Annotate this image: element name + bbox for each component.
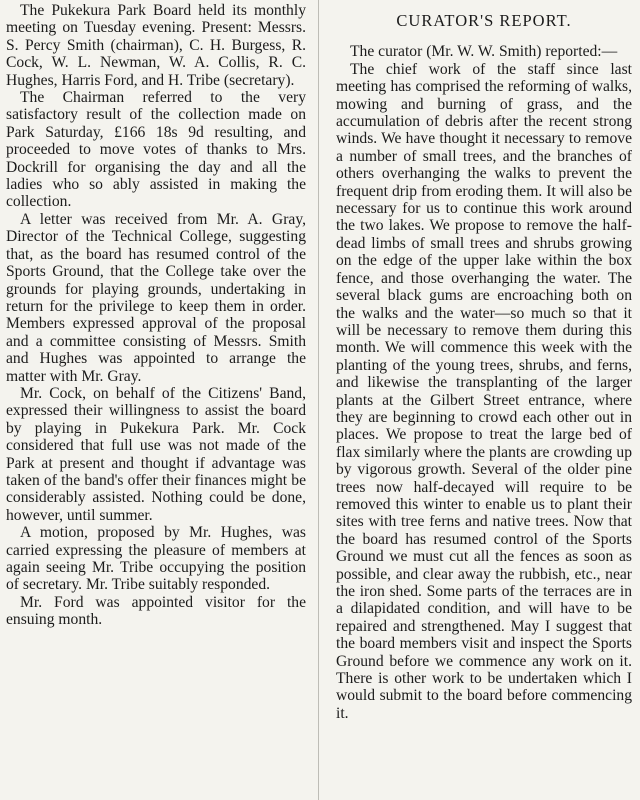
left-column	[6, 2, 306, 629]
paragraph-citizens-band: Mr. Cock, on behalf of the Citizens' Band, expressed their willingness to assist the board by playing in Pukekura Park. Mr. Cock considered that full use was not made of the Park at present and thought if advantage was taken of the band's offer their finances might be considerably assisted. Nothing could be done, however, until summer.	[6, 384, 306, 524]
paragraph-secretary-motion: A motion, proposed by Mr. Hughes, was carried expressing the pleasure of members at again seeing Mr. Tribe occupying the position of secretary. Mr. Tribe suitably responded.	[6, 524, 306, 594]
right-column	[336, 2, 632, 722]
paragraph-meeting-attendance: The Pukekura Park Board held its monthly meeting on Tuesday evening. Present: Messrs. S. Percy Smith (chairman), C. H. Burgess, R. Cock, W. L. Newman, W. A. Collis, R. C. Hughes, Harris Ford, and H. Tribe (secretary).	[6, 2, 306, 89]
column-divider	[318, 0, 319, 800]
paragraph-visitor-appointment: Mr. Ford was appointed visitor for the ensuing month.	[6, 593, 306, 629]
paragraph-curator-intro: The curator (Mr. W. W. Smith) reported:—	[350, 43, 618, 61]
paragraph-park-saturday-collection: The Chairman referred to the very satisfactory result of the collection made on Park Saturday, £166 18s 9d resulting, and proceeded to move votes of thanks to Mrs. Dockrill for organising the day and all the ladies who so ably assisted in making the collection.	[6, 89, 306, 211]
curators-report-heading: CURATOR'S REPORT.	[396, 11, 572, 30]
paragraph-technical-college-letter: A letter was received from Mr. A. Gray, Director of the Technical College, suggesting that, as the board has resumed control of the Sports Ground, that the College take over the grounds for playing grounds, undertaking in return for the privilege to keep them in order. Members expressed approval of the proposal and a committee consisting of Messrs. Smith and Hughes was appointed to arrange the matter with Mr. Gray.	[6, 210, 306, 385]
paragraph-curator-report-body: The chief work of the staff since last meeting has comprised the reforming of walks, mowing and burning of grass, and the accumulation of debris after the recent strong winds. We have thought it necessary to remove a number of small trees, and the branches of others overhanging the walks to prevent the frequent drip from eroding them. It will also be necessary for us to continue this work around the two lakes. We propose to remove the half-dead limbs of small trees and shrubs growing on the edge of the upper lake within the box fence, and those overhanging the water. The several black gums are encroaching both on the walks and the water—so much so that it will be necessary to remove them during this month. We will commence this week with the planting of the young trees, shrubs, and ferns, and likewise the transplanting of the larger plants at the Gilbert Street entrance, where they are beginning to crowd each other out in places. We propose to treat the large bed of flax similarly where the plants are crowding up by vigorous growth. Several of the older pine trees now half-decayed will require to be removed this winter to enable us to plant their sites with tree ferns and native trees. Now that the board has resumed control of the Sports Ground we must cut all the fences as soon as possible, and clear away the rubbish, etc., near the iron shed. Some parts of the terraces are in a dilapidated condition, and will have to be repaired and strengthened. May I suggest that the board members visit and inspect the Sports Ground before we commence any work on it. There is other work to be undertaken which I would submit to the board before commencing it.	[336, 60, 632, 722]
